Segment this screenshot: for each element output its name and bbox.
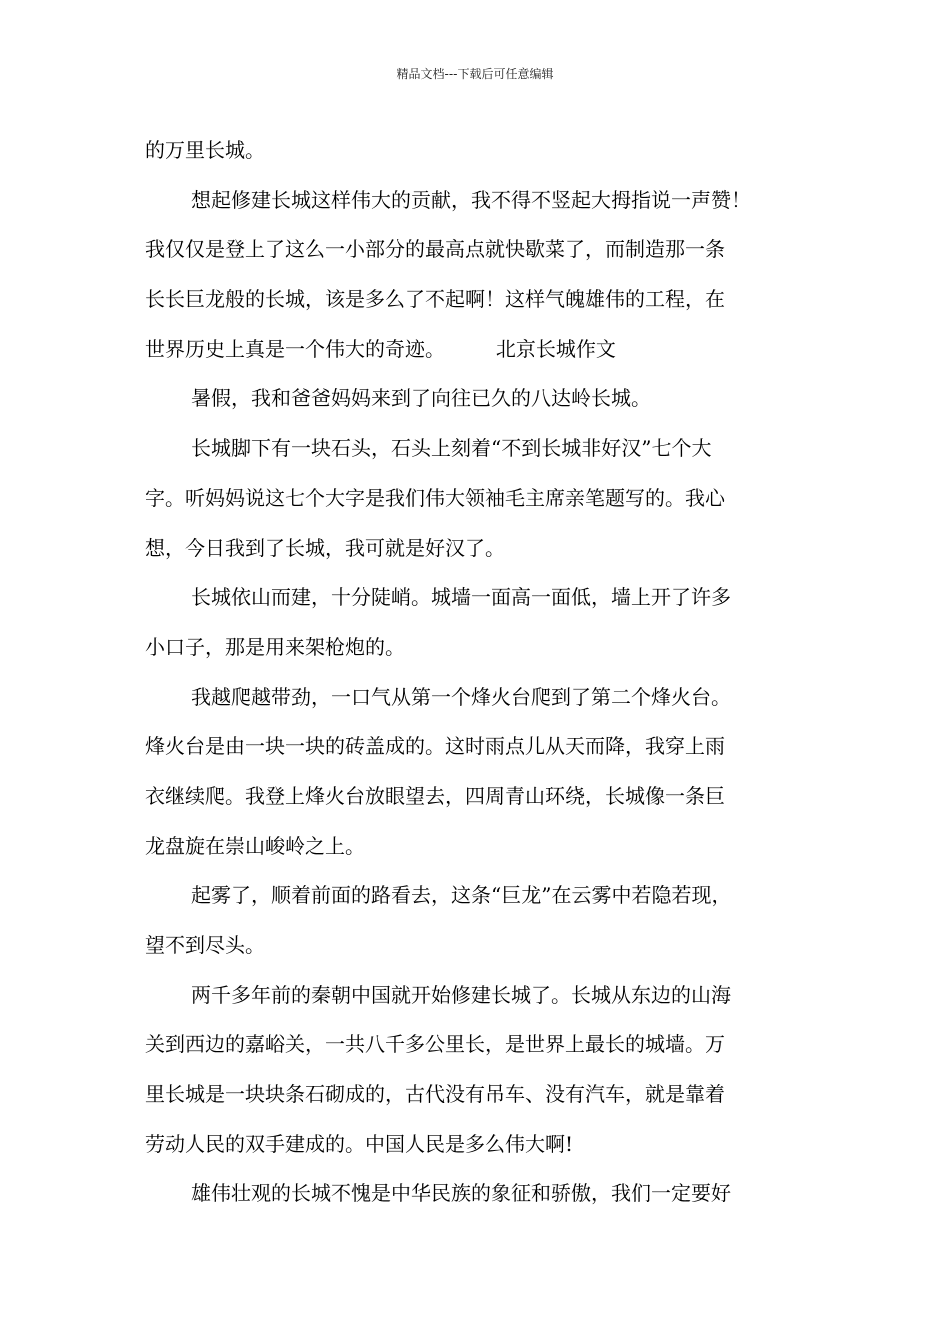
text-line: 字。听妈妈说这七个大字是我们伟大领袖毛主席亲笔题写的。我心	[145, 485, 725, 510]
text-line: 长长巨龙般的长城，该是多么了不起啊！这样气魄雄伟的工程，在	[145, 287, 725, 312]
text-line: 我仅仅是登上了这么一小部分的最高点就快歇菜了，而制造那一条	[145, 237, 725, 262]
text-line: 衣继续爬。我登上烽火台放眼望去，四周青山环绕，长城像一条巨	[145, 783, 725, 808]
text-line: 长城脚下有一块石头，石头上刻着“不到长城非好汉”七个大	[191, 436, 712, 461]
text-line: 暑假，我和爸爸妈妈来到了向往已久的八达岭长城。	[191, 386, 651, 411]
text-line: 两千多年前的秦朝中国就开始修建长城了。长城从东边的山海	[191, 982, 731, 1007]
text-line: 小口子，那是用来架枪炮的。	[145, 634, 405, 659]
text-line: 关到西边的嘉峪关，一共八千多公里长，是世界上最长的城墙。万	[145, 1032, 725, 1057]
text-line: 劳动人民的双手建成的。中国人民是多么伟大啊!	[145, 1131, 574, 1156]
text-line: 望不到尽头。	[145, 933, 265, 957]
text-line: 想起修建长城这样伟大的贡献，我不得不竖起大拇指说一声赞！	[191, 187, 751, 212]
text-line: 想，今日我到了长城，我可就是好汉了。	[145, 535, 505, 560]
text-line: 起雾了，顺着前面的路看去，这条“巨龙”在云雾中若隐若现，	[191, 883, 732, 908]
text-line: 里长城是一块块条石砌成的，古代没有吊车、没有汽车，就是靠着	[145, 1082, 725, 1107]
text-line: 的万里长城。	[145, 138, 265, 162]
document-body	[145, 126, 825, 1219]
text-line: 我越爬越带劲，一口气从第一个烽火台爬到了第二个烽火台。	[191, 684, 731, 709]
text-line: 长城依山而建，十分陡峭。城墙一面高一面低，墙上开了许多	[191, 585, 731, 610]
text-line: 龙盘旋在崇山峻岭之上。	[145, 833, 365, 858]
page-header: 精品文档---下载后可任意编辑	[396, 67, 554, 81]
text-line: 世界历史上真是一个伟大的奇迹。 北京长城作文	[145, 336, 616, 361]
text-line: 雄伟壮观的长城不愧是中华民族的象征和骄傲，我们一定要好	[191, 1181, 731, 1206]
text-line: 烽火台是由一块一块的砖盖成的。这时雨点儿从天而降，我穿上雨	[145, 734, 725, 759]
